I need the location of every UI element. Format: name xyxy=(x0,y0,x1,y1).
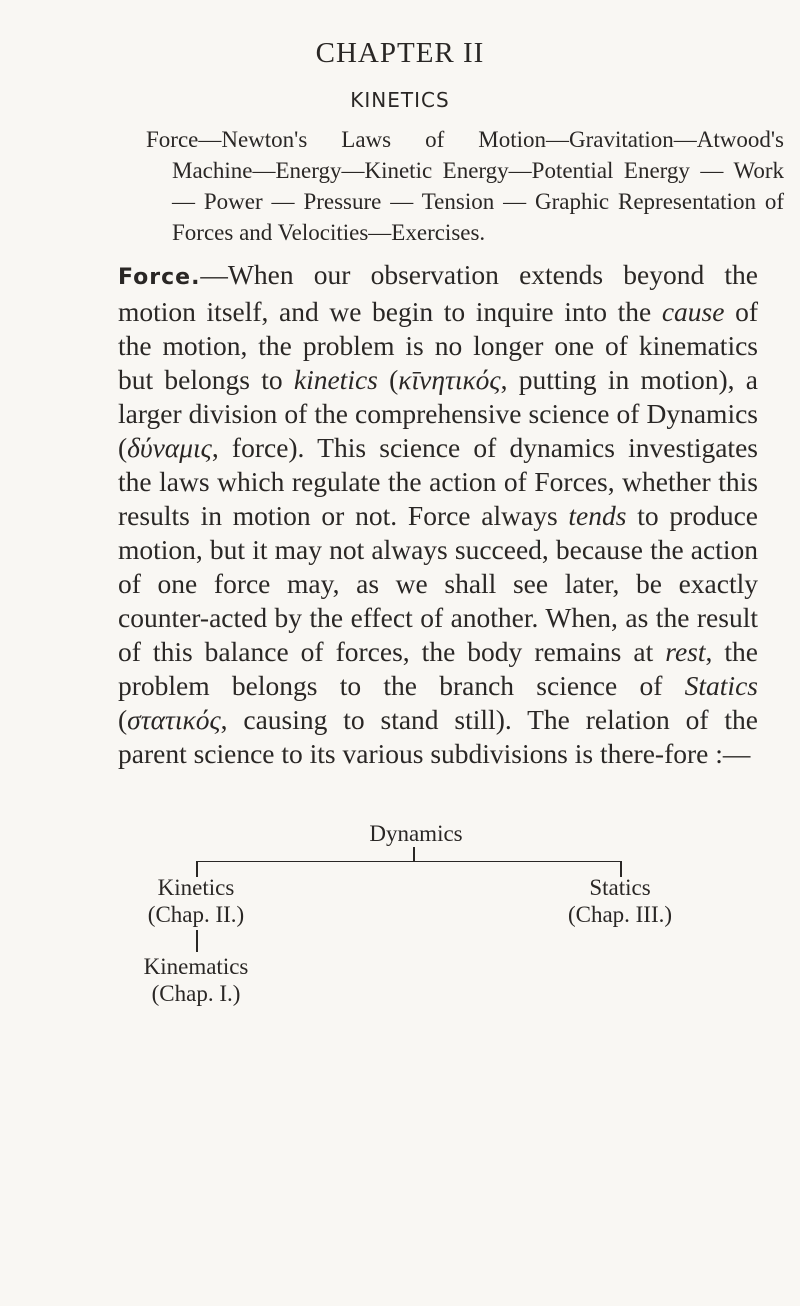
tree-node-statics-chapter: (Chap. III.) xyxy=(567,902,673,927)
tree-node-kinematics: Kinematics xyxy=(143,954,249,979)
text-run: of the motion, the problem is no longer one of kinematics but belongs to xyxy=(118,296,758,395)
emphasis-kinetics: kinetics xyxy=(293,364,378,395)
emphasis-cause: cause xyxy=(661,296,725,327)
tree-stem-line xyxy=(413,847,415,861)
text-run: —When our observation extends beyond the motion itself, and we begin to inquire into the xyxy=(118,259,758,327)
emphasis-tends: tends xyxy=(568,500,627,531)
greek-dynamis: δύναμις xyxy=(127,432,212,463)
emphasis-rest: rest xyxy=(665,636,706,667)
text-run: , force). This science of dynamics investigates the laws which regulate the action of Forces, whether this results in motion or not. Force always xyxy=(118,432,758,531)
greek-statikos: στατικός xyxy=(127,704,221,735)
chapter-heading: CHAPTER II xyxy=(315,37,485,69)
text-run: , putting in motion), a larger division of the comprehensive science of Dynamics ( xyxy=(118,364,758,463)
tree-lower-drop-line xyxy=(196,930,198,952)
emphasis-statics: Statics xyxy=(684,670,758,701)
tree-node-kinematics-chapter: (Chap. I.) xyxy=(151,981,241,1006)
text-run: , causing to stand still). The relation of the parent science to its various subdivisions is there-fore :— xyxy=(118,704,758,769)
paragraph-lead: Force. xyxy=(118,265,201,290)
greek-kinetikos: κῑνητικός xyxy=(398,364,501,395)
chapter-summary: Force—Newton's Laws of Motion—Gravitation—Atwood's Machine—Energy—Kinetic Energy—Potential Energy — Work — Power — Pressure — Tension — Graphic Representation of Forces and Velocities—Exercises. xyxy=(146,127,784,245)
chapter-title: KINETICS xyxy=(350,88,450,112)
tree-root-dynamics: Dynamics xyxy=(369,821,463,846)
text-run: ( xyxy=(377,364,399,395)
tree-node-statics: Statics xyxy=(589,875,651,900)
text-run: ( xyxy=(118,704,128,735)
tree-branch-line xyxy=(196,861,620,862)
text-run: , the problem belongs to the branch science of xyxy=(118,636,758,701)
text-run: to produce motion, but it may not always succeed, because the action of one force may, as we shall see later, be exactly counter-acted by the effect of another. When, as the result of this balance of forces, the body remains at xyxy=(118,500,758,667)
tree-node-kinetics: Kinetics xyxy=(157,875,235,900)
body-paragraph xyxy=(118,258,758,771)
tree-node-kinetics-chapter: (Chap. II.) xyxy=(147,902,245,927)
